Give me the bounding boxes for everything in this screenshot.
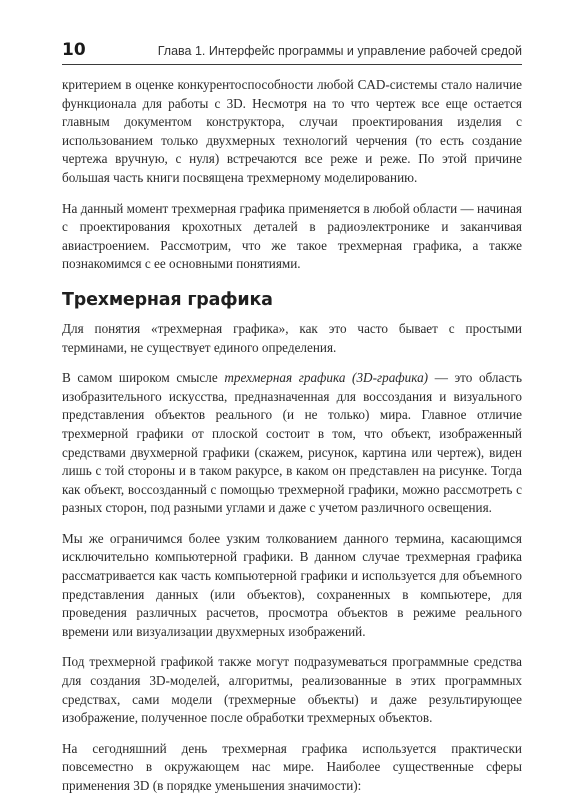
- page-body: [62, 76, 522, 808]
- paragraph-definition: [62, 369, 522, 518]
- page-number: 10: [62, 40, 86, 60]
- paragraph: Под трехмерной графикой также могут подразумеваться программные средства для создания 3D-моделей, алгоритмы, реализованные в этих программных средствах, сами модели (трехмерные объекты) и даже результирующее изображение, полученное после обработки трехмерных объектов.: [62, 654, 522, 726]
- paragraph-text: В самом широком смысле: [62, 370, 225, 386]
- paragraph: На сегодняшний день трехмерная графика используется практически повсеместно в окружающем нас мире. Наиболее существенные сферы применения 3D (в порядке уменьшения значимости):: [62, 740, 522, 793]
- paragraph-text: — это область изобразительного искусства, предназначенная для воссоздания и визуального представления объектов реального (и не только) мира. Главное отличие трехмерной графики от плоской состоит в том, что объект, изображенный средствами двухмерной графики (скажем, рисунок, картина или чертеж), виден лишь с той стороны и в таком ракурсе, в каком он представлен на рисунке. Тогда как объект, воссозданный с помощью трехмерной графики, можно рассмотреть с разных сторон, под разными углами и даже с учетом различного освещения.: [62, 370, 522, 516]
- chapter-title: Глава 1. Интерфейс программы и управление рабочей средой: [157, 44, 522, 58]
- header-rule: [62, 64, 522, 65]
- paragraph: Мы же ограничимся более узким толкованием данного термина, касающимся исключительно компьютерной графики. В данном случае трехмерная графика рассматривается как часть компьютерной графики и используется для объемного представления данных (или объектов), сохраненных в компьютере, для проведения различных расчетов, просмотра объектов в режиме реального времени или визуализации двухмерных изображений.: [62, 530, 522, 639]
- paragraph: Для понятия «трехмерная графика», как это часто бывает с простыми терминами, не существует единого определения.: [62, 320, 522, 355]
- paragraph: На данный момент трехмерная графика применяется в любой области — начиная с проектирования крохотных деталей в радиоэлектронике и заканчивая авиастроением. Рассмотрим, что же такое трехмерная графика, а также познакомимся с ее основными понятиями.: [62, 200, 522, 272]
- defined-term: трехмерная графика (3D-графика): [224, 370, 429, 386]
- section-heading: Трехмерная графика: [62, 289, 273, 310]
- paragraph: критерием в оценке конкурентоспособности любой CAD-системы стало наличие функционала для работы с 3D. Несмотря на то что чертеж все еще остается главным документом конструктора, случаи проектирования изделия с использованием только двухмерных технологий черчения (то есть создание чертежа вручную, с нуля) встречаются все реже и реже. По этой причине большая часть книги посвящена трехмерному моделированию.: [62, 77, 522, 185]
- running-head: [62, 40, 522, 60]
